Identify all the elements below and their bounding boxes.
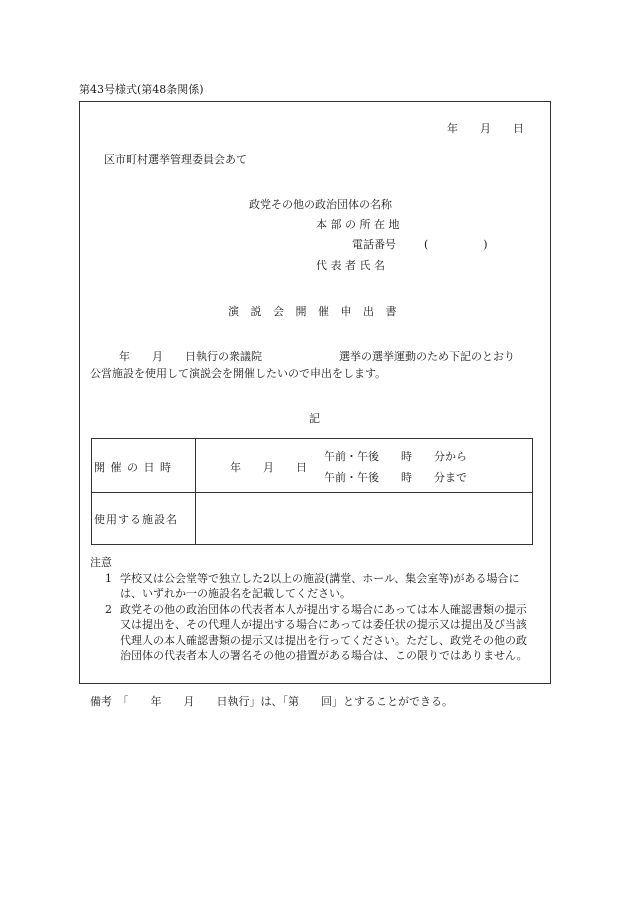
phone-parens: ( ) xyxy=(424,238,488,251)
form-number: 第43号様式(第48条関係) xyxy=(79,83,204,96)
date-line: 年 月 日 xyxy=(447,122,524,135)
body-line-2: 公営施設を使用して演説会を開催したいので申出をします。 xyxy=(90,367,387,380)
details-table xyxy=(91,438,533,545)
row1-to: 午前・午後 時 分まで xyxy=(324,471,467,484)
body-text xyxy=(90,348,530,382)
note-text: 学校又は公会堂等で独立した2以上の施設(講堂、ホール、集会室等)がある場合には、いずれか一の施設名を記載してください。 xyxy=(120,571,520,600)
notes-heading: 注意 xyxy=(90,556,112,569)
page-title: 演 説 会 開 催 申 出 書 xyxy=(228,305,401,318)
addressee: 区市町村選挙管理委員会あて xyxy=(104,153,247,166)
row2-label: 使用する施設名 xyxy=(94,513,178,526)
table-row-divider xyxy=(92,492,532,493)
note-number: 1 xyxy=(105,571,112,585)
row1-label: 開 催 の 日 時 xyxy=(94,461,172,474)
note-number: 2 xyxy=(105,602,112,616)
row1-date: 年 月 日 xyxy=(230,461,307,474)
note-item xyxy=(90,602,532,664)
hq-address-label: 本 部 の 所 在 地 xyxy=(316,218,400,231)
row1-from: 午前・午後 時 分から xyxy=(324,450,467,463)
notes xyxy=(90,555,532,664)
representative-label: 代 表 者 氏 名 xyxy=(316,259,385,272)
table-column-divider xyxy=(195,439,196,544)
body-line-1: 年 月 日執行の衆議院 選挙の選挙運動のため下記のとおり xyxy=(108,350,515,363)
party-name-label: 政党その他の政治団体の名称 xyxy=(249,198,392,211)
ki-label: 記 xyxy=(309,412,320,425)
note-item xyxy=(90,571,532,602)
note-text: 政党その他の政治団体の代表者本人が提出する場合にあっては本人確認書類の提示又は提出を、その代理人が提出する場合にあっては委任状の提示又は提出及び当該代理人の本人確認書類の提示又は提出を行ってください。ただし、政党その他の政治団体の代表者本人の署名その他の措置がある場合は、この限りではありません。 xyxy=(120,602,528,662)
remark: 備考 「 年 月 日執行」は、「第 回」とすることができる。 xyxy=(90,695,453,708)
phone-label: 電話番号 xyxy=(352,238,396,251)
